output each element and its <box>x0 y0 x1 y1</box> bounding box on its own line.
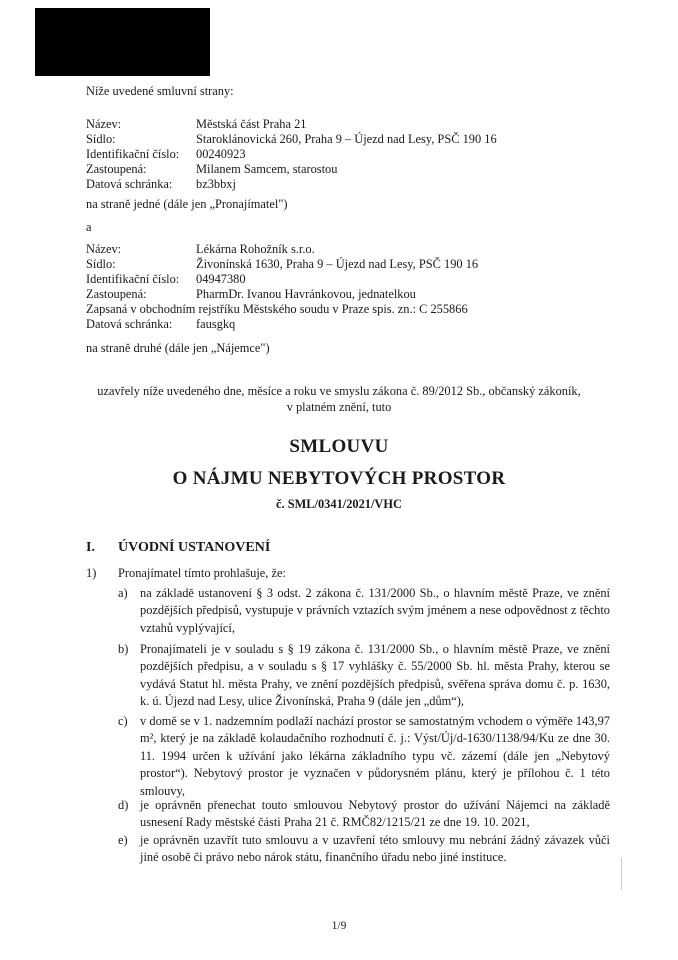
list-item-letter: d) <box>118 798 129 812</box>
party2-name-label: Název: <box>86 242 122 256</box>
party1-rep-value: Milanem Samcem, starostou <box>196 162 338 176</box>
doc-title-line1: SMLOUVU <box>289 436 389 457</box>
scan-artifact-line <box>621 858 622 890</box>
party1-id-label: Identifikační číslo: <box>86 147 180 161</box>
party1-rep-label: Zastoupená: <box>86 162 147 176</box>
party1-id-value: 00240923 <box>196 147 246 161</box>
party1-databox-label: Datová schránka: <box>86 177 173 191</box>
concluded-line2: v platném znění, tuto <box>286 400 392 414</box>
concluded-line1: uzavřely níže uvedeného dne, měsíce a roku ve smyslu zákona č. 89/2012 Sb., občanský zákoník, <box>97 384 581 398</box>
list-item-letter: b) <box>118 642 129 656</box>
page-number: 1/9 <box>331 920 347 932</box>
party1-name-label: Název: <box>86 117 122 131</box>
party2-id-label: Identifikační číslo: <box>86 272 180 286</box>
list-item-text: na základě ustanovení § 3 odst. 2 zákona č. 131/2000 Sb., o hlavním městě Praze, ve znění pozdějších předpisů, vystupuje v právních vztazích svým jménem a nese odpovědnost z těchto vztahů vyplývající, <box>140 586 610 635</box>
party2-databox-label: Datová schránka: <box>86 317 173 331</box>
list-item-text: je oprávněn přenechat touto smlouvou Nebytový prostor do užívání Nájemci na základě usnesení Rady městské části Praha 21 č. RMČ82/1215/21 ze dne 19. 10. 2021, <box>140 798 610 830</box>
list-item-text: Pronajímateli je v souladu s § 19 zákona č. 131/2000 Sb., o hlavním městě Praze, ve znění pozdějších předpisu, a v souladu s § 17 vyhlášky č. 55/2000 Sb. hl. města Prahy, kterou se vydává Statut hl. města Prahy, ve znění pozdějších předpisů, svěřena správa domu č. p. 1630, k. ú. Újezd nad Lesy, ulice Živonínská, Praha 9 (dále jen „dům“), <box>140 642 610 709</box>
list-item-letter: a) <box>118 586 128 600</box>
party2-seat-label: Sídlo: <box>86 257 116 271</box>
party2-register: Zapsaná v obchodním rejstříku Městského soudu v Praze spis. zn.: C 255866 <box>86 302 468 316</box>
para-text: Pronajímatel tímto prohlašuje, že: <box>118 566 286 580</box>
list-item <box>118 832 610 867</box>
section-roman: I. <box>86 540 95 555</box>
list-item-letter: e) <box>118 833 128 847</box>
redaction-block <box>35 8 210 76</box>
doc-title-line2: O NÁJMU NEBYTOVÝCH PROSTOR <box>172 468 506 489</box>
party2-name-value: Lékárna Rohožník s.r.o. <box>196 242 315 256</box>
party1-name-value: Městská část Praha 21 <box>196 117 307 131</box>
section-heading: ÚVODNÍ USTANOVENÍ <box>118 540 271 555</box>
list-item-text: v domě se v 1. nadzemním podlaží nachází prostor se samostatným vchodem o výměře 143,97 m², který je na základě kolaudačního rozhodnutí č. j.: Výst/Új/d-1630/1138/94/Ku ze dne 30. 11. 1994 určen k užívání jako lékárna základního typu vč. zázemí (dále jen „Nebytový prostor“). Nebytový prostor je vyznačen v půdorysném plánu, který je přílohou č. 1 této smlouvy, <box>140 714 610 798</box>
party1-role: na straně jedné (dále jen „Pronajímatel") <box>86 197 288 211</box>
list-item <box>118 713 610 800</box>
party2-rep-value: PharmDr. Ivanou Havránkovou, jednatelkou <box>196 287 416 301</box>
intro-text: Níže uvedené smluvní strany: <box>86 84 234 98</box>
party2-databox-value: fausgkq <box>196 317 236 331</box>
party2-rep-label: Zastoupená: <box>86 287 147 301</box>
list-item <box>118 641 610 711</box>
party2-seat-value: Živonínská 1630, Praha 9 – Újezd nad Lesy, PSČ 190 16 <box>196 257 479 271</box>
list-item-text: je oprávněn uzavřít tuto smlouvu a v uzavření této smlouvy mu nebrání žádný závazek vůči jiné osobě či právo nebo nárok státu, finančního úřadu nebo jiné instituce. <box>140 833 610 865</box>
and-text: a <box>86 220 92 234</box>
list-item <box>118 797 610 832</box>
party2-role: na straně druhé (dále jen „Nájemce") <box>86 341 270 355</box>
party1-seat-value: Staroklánovická 260, Praha 9 – Újezd nad Lesy, PSČ 190 16 <box>196 132 497 146</box>
party2-id-value: 04947380 <box>196 272 246 286</box>
contract-number: č. SML/0341/2021/VHC <box>276 497 402 511</box>
list-item <box>118 585 610 637</box>
party1-seat-label: Sídlo: <box>86 132 116 146</box>
para-number: 1) <box>86 566 97 580</box>
party1-databox-value: bz3bbxj <box>196 177 236 191</box>
list-item-letter: c) <box>118 714 128 728</box>
